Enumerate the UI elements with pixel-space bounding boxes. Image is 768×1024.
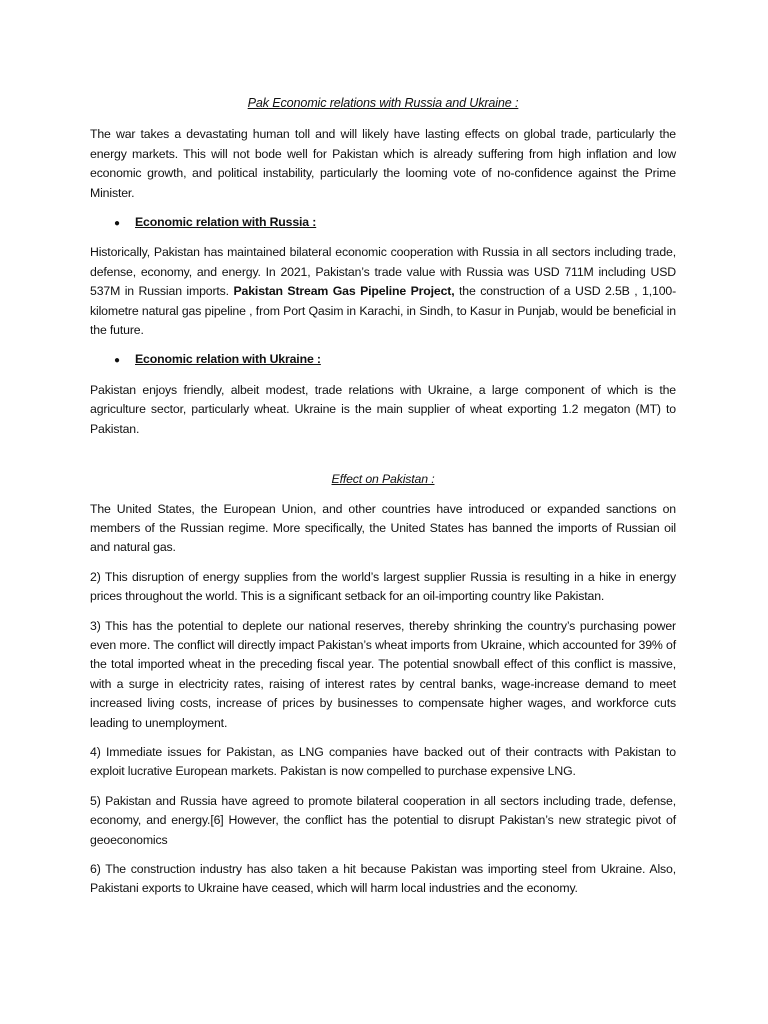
effect-heading: Effect on Pakistan :	[331, 472, 435, 487]
effect-point-2: 2) This disruption of energy supplies from the world’s largest supplier Russia is resulting in a hike in energy prices throughout the world. This is a significant setback for an oil-importing country like Pakistan.	[90, 569, 676, 604]
effect-point-1: The United States, the European Union, and other countries have introduced or expanded sanctions on members of the Russian regime. More specifically, the United States has banned the imports of Russian oil and natural gas.	[90, 501, 676, 555]
intro-paragraph: The war takes a devastating human toll and will likely have lasting effects on global trade, particularly the energy markets. This will not bode well for Pakistan which is already suffering from high inflation and low economic growth, and political instability, particularly the looming vote of no-confidence against the Prime Minister.	[90, 127, 676, 200]
document-title: Pak Economic relations with Russia and Ukraine :	[247, 96, 519, 110]
document-page	[90, 94, 676, 909]
russia-paragraph	[90, 243, 676, 340]
ukraine-paragraph: Pakistan enjoys friendly, albeit modest, trade relations with Ukraine, a large component of which is the agriculture sector, particularly wheat. Ukraine is the main supplier of wheat exporting 1.2 megaton (MT) to Pakistan.	[90, 382, 676, 436]
bullet-dot-icon: ●	[114, 218, 120, 230]
ukraine-heading: Economic relation with Ukraine :	[135, 352, 321, 367]
effect-point-4: 4) Immediate issues for Pakistan, as LNG companies have backed out of their contracts with Pakistan to exploit lucrative European markets. Pakistan is now compelled to purchase expensive LNG.	[90, 744, 676, 779]
russia-heading-bullet	[114, 213, 676, 233]
ukraine-heading-bullet	[114, 350, 676, 370]
russia-text-after: the construction of a USD 2.5B , 1,100-kilometre natural gas pipeline , from Port Qasim in Karachi, in Sindh, to Kasur in Punjab, would be beneficial in the future.	[90, 284, 677, 338]
effect-point-3: 3) This has the potential to deplete our national reserves, thereby shrinking the country’s purchasing power even more. The conflict will directly impact Pakistan’s wheat imports from Ukraine, which accounted for 39% of the total imported wheat in the preceding fiscal year. The potential snowball effect of this conflict is massive, with a surge in electricity rates, raising of interest rates by central banks, wage-increase demand to meet increased living costs, increase of prices by businesses to compensate higher wages, and workforce cuts leading to unemployment.	[90, 618, 676, 730]
bullet-dot-icon: ●	[114, 355, 120, 367]
russia-text-before: Historically, Pakistan has maintained bilateral economic cooperation with Russia in all sectors including trade, defense, economy, and energy. In 2021, Pakistan’s trade value with Russia was USD 711M including USD 537M in Russian imports.	[90, 245, 676, 299]
russia-heading: Economic relation with Russia :	[135, 215, 317, 230]
effect-point-6: 6) The construction industry has also taken a hit because Pakistan was importing steel from Ukraine. Also, Pakistani exports to Ukraine have ceased, which will harm local industries and the economy.	[90, 862, 676, 896]
russia-bold-project: Pakistan Stream Gas Pipeline Project,	[233, 284, 455, 299]
effect-point-5: 5) Pakistan and Russia have agreed to promote bilateral cooperation in all sectors including trade, defense, economy, and energy.[6] However, the conflict has the potential to disrupt Pakistan’s new strategic pivot of geoeconomics	[90, 793, 676, 847]
